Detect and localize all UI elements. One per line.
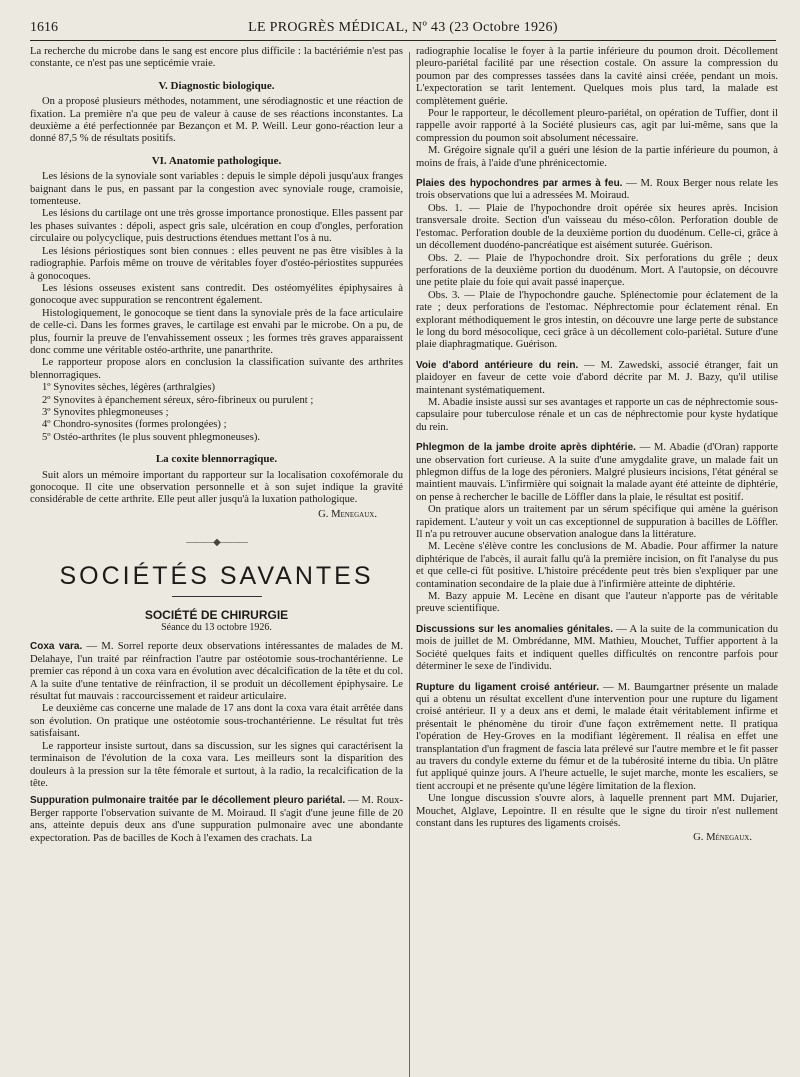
section-title: SOCIÉTÉS SAVANTES <box>59 561 374 590</box>
report-text: — M. Roux-Berger rapporte l'observation suivante de M. Moiraud. Il s'agit d'une jeune fille de 20 ans, atteinte depuis deux ans d'une suppuration pulmonaire avec une abondante expectoration. Pas de bacilles de Koch à l'examen des crachats. La <box>30 795 403 844</box>
session-date: Séance du 13 octobre 1926. <box>161 622 272 634</box>
report-text: — A la suite de la communication du mois de juillet de M. Ombrédanne, MM. Mathieu, Mouchet, Tuffier apportent à la Société quelques faits et indiquent quelles difficultés on rencontre parfois pour déterminer le sexe de l'individu. <box>416 623 778 673</box>
observation: Obs. 1. — Plaie de l'hypochondre droit opérée six heures après. Incision transversale droite. Section d'un vaisseau du méso-côlon. Perforation double de l'estomac. Perforation double de la deuxième portion du duodénum. Celle-ci, grâce à un décollement duodéno-pancréatique est aisément suturée. Guérison. <box>416 202 778 252</box>
left-column <box>30 46 403 845</box>
observation: Obs. 2. — Plaie de l'hypochondre droit. Six perforations du grêle ; deux perforations de la deuxième portion du duodénum. Mort. A l'autopsie, on découvre une petite plaie du foie qui avait passé inaperçue. <box>416 252 778 289</box>
paragraph: On pratique alors un traitement par un sérum spécifique qui amène la guérison rapidement. L'auteur y voit un cas exceptionnel de suppuration à bacilles de Löffler. Il n'a pu retrouver aucune observation analogue dans la littérature. <box>416 504 778 541</box>
section-heading: VI. Anatomie pathologique. <box>151 154 282 167</box>
paragraph: Une longue discussion s'ouvre alors, à laquelle prennent part MM. Dujarier, Mouchet, Alglave, Lepointre. Il en résulte que le signe du tiroir n'est nullement constant dans les ruptures des ligaments croisés. <box>416 793 778 829</box>
section-heading: V. Diagnostic biologique. <box>158 79 275 92</box>
paragraph: Les lésions de la synoviale sont variables : depuis le simple dépoli jusqu'aux franges baignant dans le pus, en passant par la congestion avec synoviale rouge, cramoisie, tomenteuse. <box>30 171 403 208</box>
paragraph: Les lésions du cartilage ont une très grosse importance pronostique. Elles passent par les phases suivantes : dépoli, aspect gris sale, ulcération en coup d'ongles, perforation circulaire ou polycyclique, puis destructions étendues mettant l'os à nu. <box>30 208 403 245</box>
ornament-divider: ———◆——— <box>186 537 247 549</box>
report-paragraph <box>416 442 778 504</box>
paragraph: M. Abadie insiste aussi sur ses avantages et rapporte un cas de néphrectomie sous-capsulaire pour tuberculose rénale et un cas de néphrectomie pour kyste hydatique du rein. <box>416 396 778 433</box>
classification-item: 4º Chondro-synosites (formes prolongées) ; <box>42 419 227 431</box>
report-paragraph <box>416 360 778 397</box>
paragraph: M. Grégoire signale qu'il a guéri une lésion de la partie inférieure du poumon, à moins de frais, à l'aide d'une phrénicectomie. <box>416 145 778 169</box>
report-text: — M. Zawedski, associé étranger, fait un plaidoyer en faveur de cette voie d'abord décrite par M. J. Bazy, qu'il utilise maintenant systématiquement. <box>416 359 778 396</box>
paragraph: Histologiquement, le gonocoque se tient dans la synoviale près de la face articulaire de celle-ci. Dans les formes graves, le cartilage est envahi par le microbe. On a pu, de plus, fournir la preuve de l'envahissement osseux ; les formes très graves apparaissent donc comme une véritable ostéo-arthrite, une panarthrite. <box>30 307 403 356</box>
report-paragraph <box>416 178 778 203</box>
right-column <box>416 46 778 845</box>
run-in-heading: Phlegmon de la jambe droite après diphtérie. <box>416 442 636 454</box>
society-heading: SOCIÉTÉ DE CHIRURGIE <box>144 607 289 622</box>
run-in-heading: Rupture du ligament croisé antérieur. <box>416 681 600 693</box>
paragraph: M. Bazy appuie M. Lecène en disant que l'auteur n'apporte pas de véritable preuve scientifique. <box>416 591 778 615</box>
page-header <box>30 20 776 41</box>
report-text: — M. Abadie (d'Oran) rapporte une observation fort curieuse. A la suite d'une amygdalite grave, un malade fait un phlegmon diffus de la loge des péroniers. Malgré plusieurs incisions, l'état général se maintient mauvais. L'infirmière qui soignait la malade ayant été atteinte de diphtérie, on pense à rechercher le bacille de Löffler dans la plaie, le résultat est positif. <box>416 442 778 503</box>
section-heading: La coxite blennorragique. <box>155 453 278 466</box>
run-in-heading: Voie d'abord antérieure du rein. <box>416 359 579 371</box>
report-paragraph <box>30 795 403 845</box>
classification-item: 1º Synovites sèches, légères (arthralgies) <box>42 382 216 394</box>
report-text: — M. Baumgartner présente un malade qui a obtenu un résultat excellent d'une intervention pour une rupture du ligament croisé antérieur. Il y a deux ans et demi, le malade était véritablement infirme et présentait le phénomène du tiroir d'une façon extrêmement nette. Il pratiqua l'opération de Hey-Groves en la modifiant légèrement. Il réalisa en effet une transplantation d'un fragment de fascia lata prélevé sur l'autre membre et le fit passer au travers du condyle externe du fémur et de la tubérosité interne du tibia. Un plâtre fut appliqué quinze jours. A l'heure actuelle, le sujet marche, monte les escaliers, se tient accroupi et ne présente qu'une légère limitation de la flexion. <box>416 681 779 792</box>
paragraph: Les lésions périostiques sont bien connues : elles peuvent ne pas être visibles à la radiographie. Parfois même on trouve de véritables foyer d'ostéo-périostites suppurées à gonocoques. <box>30 245 403 282</box>
page-number: 1616 <box>30 20 58 35</box>
journal-title: LE PROGRÈS MÉDICAL, Nº 43 (23 Octobre 1926) <box>248 20 558 35</box>
author-signature: G. Menegaux. <box>318 508 377 520</box>
run-in-heading: Suppuration pulmonaire traitée par le décollement pleuro pariétal. <box>30 795 346 807</box>
paragraph: Le rapporteur insiste surtout, dans sa discussion, sur les signes qui caractérisent la terminaison de l'évolution de la coxa vara. Les meilleurs sont la disparition des douleurs à la pression sur la tête fémorale et surtout, à la radio, la recalcification de la tête. <box>30 740 403 789</box>
paragraph: Le deuxième cas concerne une malade de 17 ans dont la coxa vara était arrêtée dans son évolution. On pratique une ostéotomie sous-trochantérienne. Le résultat fut très satisfaisant. <box>30 703 403 740</box>
classification-item: 2º Synovites à épanchement séreux, séro-fibrineux ou purulent ; <box>42 394 314 406</box>
report-paragraph <box>416 624 778 674</box>
column-divider <box>409 52 410 1077</box>
paragraph: radiographie localise le foyer à la partie inférieure du poumon droit. Décollement pleuro-pariétal facilité par une résection costale. On assure la compression du poumon par des compresses tassées dans la cavité ainsi créée, pendant un mois. L'expectoration se tarit lentement. Quelques mois plus tard, la malade est complètement guérie. <box>416 46 778 107</box>
run-in-heading: Discussions sur les anomalies génitales. <box>416 623 613 635</box>
paragraph: On a proposé plusieurs méthodes, notamment, une sérodiagnostic et une réaction de fixation. La première n'a que peu de valeur à cause de ses réactions inconstantes. La deuxième a été perfectionnée par Bezançon et M. P. Weill. Leur gono-réaction leur a donné 87,5 % de résultats positifs. <box>30 96 403 145</box>
paragraph: Pour le rapporteur, le décollement pleuro-pariétal, on opération de Tuffier, dont il rappelle avoir rapporté à la Société plusieurs cas, agit par lui-même, sans que la compression du poumon soit absolument nécessaire. <box>416 108 778 144</box>
paragraph: M. Lecène s'élève contre les conclusions de M. Abadie. Pour affirmer la nature diphtérique de l'abcès, il aurait fallu qu'à la première incision, on fît l'analyse du pus et que celle-ci fût positive. L'histoire précédente peut très bien s'expliquer par une contamination secondaire de la plaie due à l'infirmière atteinte de diphtérie. <box>416 541 778 590</box>
paragraph: Les lésions osseuses existent sans contredit. Des ostéomyélites épiphysaires à gonocoque avec suppuration se rencontrent également. <box>30 282 403 307</box>
run-in-heading: Plaies des hypochondres par armes à feu. <box>416 178 623 190</box>
classification-item: 3º Synovites phlegmoneuses ; <box>42 406 169 418</box>
classification-item: 5º Ostéo-arthrites (le plus souvent phlegmoneuses). <box>42 431 261 443</box>
report-paragraph <box>30 641 403 703</box>
title-rule <box>172 596 262 597</box>
author-signature: G. Ménegaux. <box>693 832 752 844</box>
report-text: — M. Sorrel reporte deux observations intéressantes de malades de M. Delahaye, l'un traité par réinfraction l'autre par ostéotomie sous-trochantérienne. Le premier cas répond à un coxa vara en évolution avec décalcification de la tête et du col. A la suite d'une tentative de réinfraction, il se produit un décollement épiphysaire. Le résultat fut mauvais : raccourcissement et raideur articulaire. <box>30 641 403 703</box>
report-text: — M. Roux Berger nous relate les trois observations que lui a adressées M. Moiraud. <box>416 178 779 202</box>
report-paragraph <box>416 682 778 794</box>
observation: Obs. 3. — Plaie de l'hypochondre gauche. Splénectomie pour éclatement de la rate ; deux perforations de l'estomac. Néphrectomie pour éclatement rénal. En explorant méthodiquement le gros intestin, on découvre une large perte de substance le long du bord mésocolique, ceci grâce à un décollement colo-pariétal. Suture d'une plaie diaphragmatique. Guérison. <box>416 289 778 351</box>
paragraph: Suit alors un mémoire important du rapporteur sur la localisation coxofémorale du gonocoque. Il cite une observation personnelle et à son sujet indique la gravité considérable de cette arthrite. Elle peut aller jusqu'à la luxation pathologique. <box>30 469 403 506</box>
paragraph: Le rapporteur propose alors en conclusion la classification suivante des arthrites blennorragiques. <box>30 357 403 381</box>
paragraph: La recherche du microbe dans le sang est encore plus difficile : la bactériémie n'est pas constante, ce n'est pas une septicémie vraie. <box>30 46 403 70</box>
run-in-heading: Coxa vara. <box>30 641 83 653</box>
